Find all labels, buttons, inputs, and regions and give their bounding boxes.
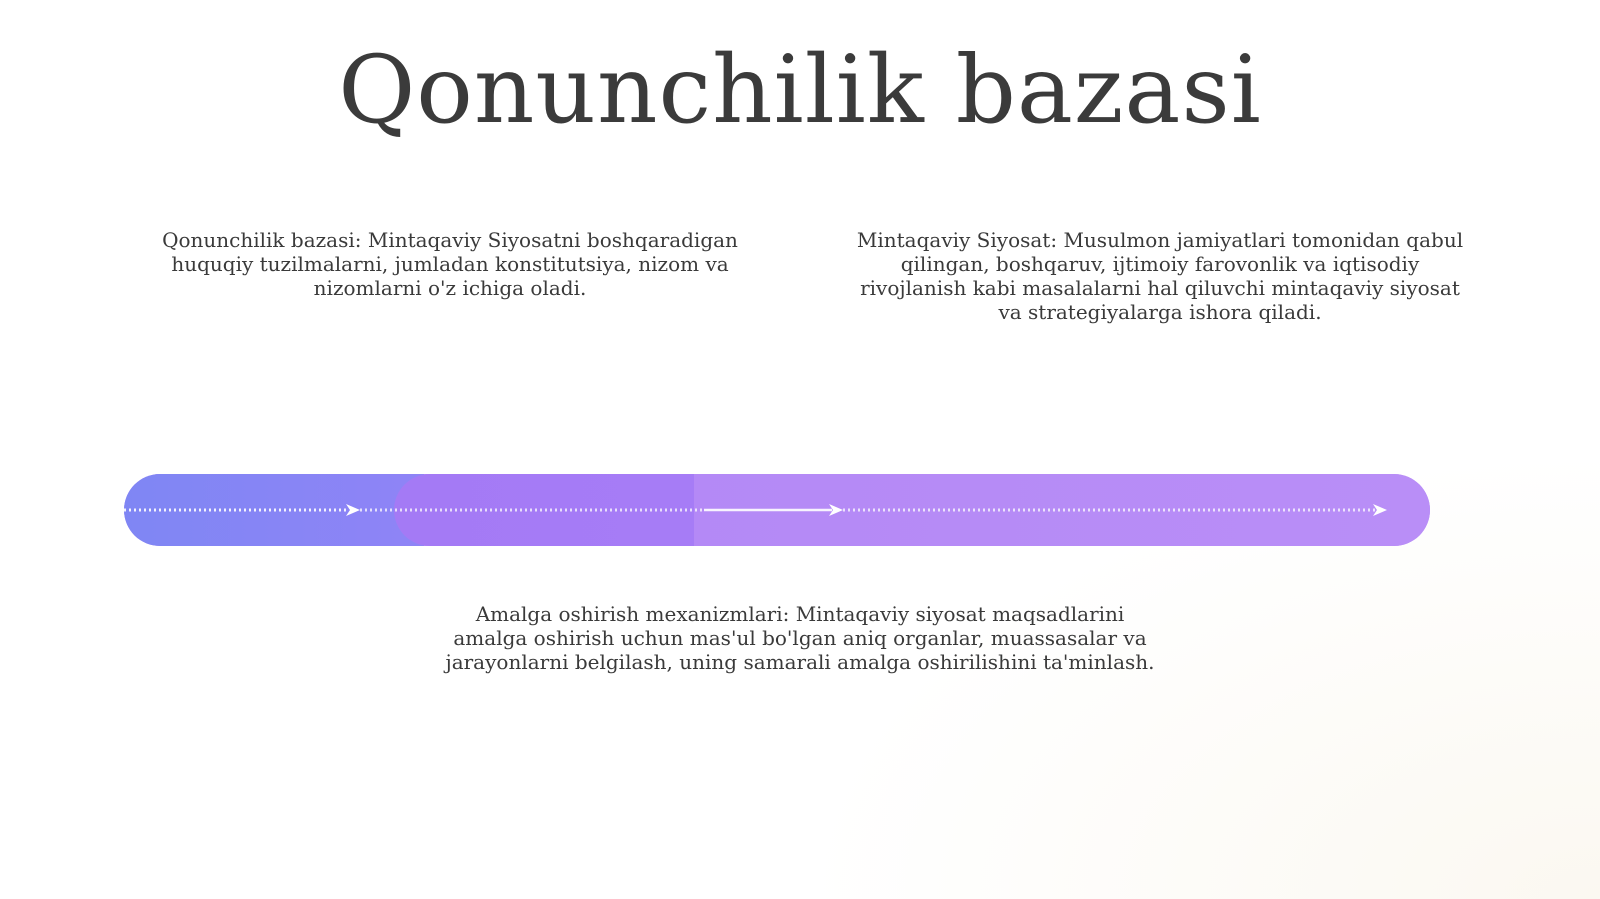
timeline-bar <box>124 474 1430 546</box>
arrow-right-icon <box>1373 504 1387 516</box>
text-block-legal-framework: Qonunchilik bazasi: Mintaqaviy Siyosatni boshqaradigan huquqiy tuzilmalarni, jumladan konstitutsiya, nizom va nizomlarni o'z ichiga oladi. <box>162 228 738 300</box>
arrow-right-icon <box>346 504 360 516</box>
text-block-implementation: Amalga oshirish mexanizmlari: Mintaqaviy siyosat maqsadlarini amalga oshirish uchun mas'ul bo'lgan aniq organlar, muassasalar va jarayonlarni belgilash, uning samarali amalga oshirilishini ta'minlash. <box>445 602 1155 674</box>
text-block-regional-policy: Mintaqaviy Siyosat: Musulmon jamiyatlari tomonidan qabul qilingan, boshqaruv, ijtimoiy farovonlik va iqtisodiy rivojlanish kabi masalalarni hal qiluvchi mintaqaviy siyosat va strategiyalarga ishora qiladi. <box>856 228 1464 324</box>
slide-title: Qonunchilik bazasi <box>338 36 1262 145</box>
timeline-track <box>124 474 1430 546</box>
